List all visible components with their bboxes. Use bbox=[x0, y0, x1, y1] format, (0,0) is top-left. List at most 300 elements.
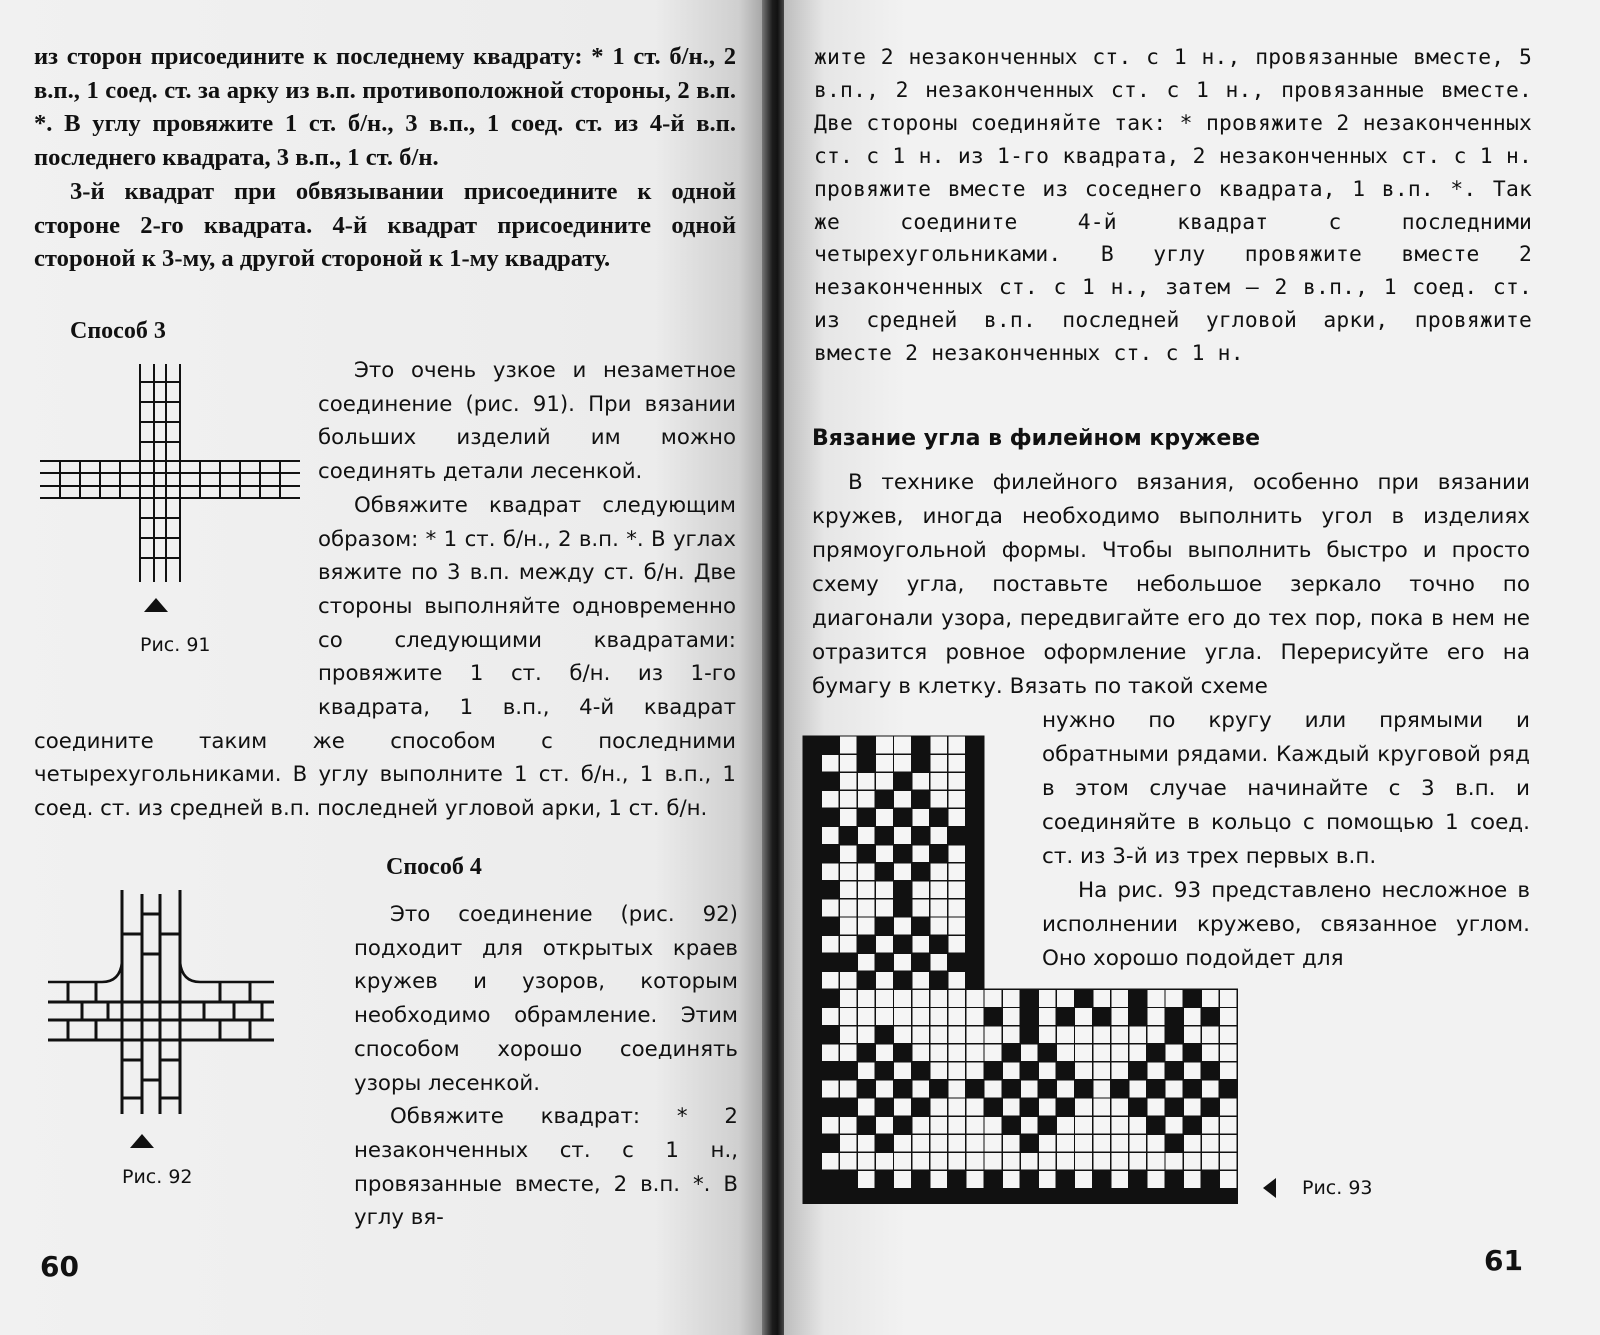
filet-cell bbox=[821, 1080, 839, 1098]
filet-cell bbox=[930, 736, 948, 754]
filet-cell bbox=[912, 736, 930, 754]
filet-cell bbox=[803, 754, 821, 772]
filet-cell bbox=[821, 772, 839, 790]
filet-cell bbox=[821, 1134, 839, 1152]
filet-cell bbox=[875, 736, 893, 754]
filet-cell bbox=[857, 989, 875, 1007]
filet-cell bbox=[894, 1170, 912, 1188]
filet-cell bbox=[839, 863, 857, 881]
filet-cell bbox=[1056, 1152, 1074, 1170]
filet-cell bbox=[1111, 1116, 1129, 1134]
filet-cell bbox=[857, 790, 875, 808]
filet-cell bbox=[930, 881, 948, 899]
filet-cell bbox=[821, 881, 839, 899]
filet-cell bbox=[1201, 1026, 1219, 1044]
method3-paragraph2: Обвяжите квадрат следующим образом: * 1 ст. б/н., 2 в.п. *. В углах вяжите по 3 в.п. между ст. б/н. Две стороны выполняйте одновременно со следующими квадратами: провяжите 1 ст. б/н. из 1-го квадрата, 1 в.п., 4-й квадрат соедините таким же способом с последними четырехугольниками. В углу выполните 1 ст. б/н., 1 в.п., 1 соед. ст. из средней в.п. последней угловой арки, 1 ст. б/н. bbox=[34, 492, 736, 822]
filet-cell bbox=[1219, 1008, 1237, 1026]
filet-cell bbox=[1183, 1098, 1201, 1116]
filet-cell bbox=[966, 1008, 984, 1026]
filet-cell bbox=[1201, 1098, 1219, 1116]
filet-cell bbox=[948, 754, 966, 772]
figure-91-float bbox=[34, 354, 318, 699]
filet-cell bbox=[857, 1134, 875, 1152]
filet-cell bbox=[1002, 1116, 1020, 1134]
filet-cell bbox=[912, 863, 930, 881]
filet-cell bbox=[1075, 1008, 1093, 1026]
filet-cell bbox=[821, 1044, 839, 1062]
filet-cell bbox=[966, 863, 984, 881]
filet-cell bbox=[1129, 1080, 1147, 1098]
filet-cell bbox=[839, 754, 857, 772]
filet-cell bbox=[1020, 1008, 1038, 1026]
filet-cell bbox=[912, 845, 930, 863]
filet-cell bbox=[1075, 989, 1093, 1007]
filet-cell bbox=[894, 1008, 912, 1026]
filet-cell bbox=[1219, 1189, 1237, 1205]
filet-cell bbox=[1020, 1026, 1038, 1044]
filet-cell bbox=[1147, 1008, 1165, 1026]
filet-cell bbox=[1111, 1044, 1129, 1062]
left-intro bbox=[34, 40, 736, 276]
filet-cell bbox=[948, 989, 966, 1007]
filet-cell bbox=[1129, 1062, 1147, 1080]
filet-cell bbox=[803, 935, 821, 953]
filet-cell bbox=[912, 917, 930, 935]
filet-cell bbox=[803, 899, 821, 917]
filet-cell bbox=[875, 1062, 893, 1080]
filet-cell bbox=[821, 953, 839, 971]
filet-cell bbox=[875, 1026, 893, 1044]
filet-cell bbox=[1201, 1134, 1219, 1152]
filet-cell bbox=[1183, 1134, 1201, 1152]
filet-cell bbox=[930, 1044, 948, 1062]
filet-cell bbox=[1056, 1026, 1074, 1044]
filet-cell bbox=[984, 1170, 1002, 1188]
filet-cell bbox=[1093, 989, 1111, 1007]
figure-91-caption: Рис. 91 bbox=[140, 634, 211, 656]
filet-cell bbox=[1219, 989, 1237, 1007]
filet-cell bbox=[966, 1170, 984, 1188]
filet-cell bbox=[875, 1044, 893, 1062]
filet-cell bbox=[875, 1170, 893, 1188]
filet-cell bbox=[1129, 1044, 1147, 1062]
filet-cell bbox=[839, 1062, 857, 1080]
filet-cell bbox=[839, 1026, 857, 1044]
filet-cell bbox=[930, 1116, 948, 1134]
filet-cell bbox=[912, 899, 930, 917]
filet-cell bbox=[875, 827, 893, 845]
filet-cell bbox=[1056, 1189, 1074, 1205]
filet-paragraph1-bottom: нужно по кругу или прямыми и обратными рядами. Каждый круговой ряд в этом случае начинайте с 3 в.п. и соединяйте в кольцо с помощью 1 соед. ст. из 3-й из трех первых в.п. bbox=[1042, 708, 1530, 869]
filet-cell bbox=[857, 808, 875, 826]
filet-cell bbox=[1165, 1062, 1183, 1080]
filet-cell bbox=[1056, 989, 1074, 1007]
filet-cell bbox=[803, 917, 821, 935]
filet-cell bbox=[821, 754, 839, 772]
filet-cell bbox=[857, 754, 875, 772]
filet-cell bbox=[912, 1098, 930, 1116]
filet-cell bbox=[894, 917, 912, 935]
filet-cell bbox=[966, 790, 984, 808]
filet-cell bbox=[912, 808, 930, 826]
filet-cell bbox=[930, 899, 948, 917]
filet-cell bbox=[1147, 989, 1165, 1007]
page-number-left: 60 bbox=[40, 1250, 79, 1283]
filet-cell bbox=[1201, 1170, 1219, 1188]
filet-cell bbox=[821, 736, 839, 754]
filet-cell bbox=[1147, 1116, 1165, 1134]
filet-cell bbox=[821, 1026, 839, 1044]
filet-cell bbox=[948, 881, 966, 899]
filet-cell bbox=[857, 736, 875, 754]
filet-cell bbox=[930, 1026, 948, 1044]
filet-cell bbox=[948, 736, 966, 754]
method3-paragraph1: Это очень узкое и незаметное соединение (рис. 91). При вязании больших изделий им можно соединять детали лесенкой. bbox=[318, 358, 736, 485]
filet-cell bbox=[875, 1008, 893, 1026]
filet-cell bbox=[875, 772, 893, 790]
filet-cell bbox=[857, 953, 875, 971]
filet-cell bbox=[1020, 1098, 1038, 1116]
filet-cell bbox=[821, 1008, 839, 1026]
filet-cell bbox=[1093, 1170, 1111, 1188]
filet-cell bbox=[1075, 1098, 1093, 1116]
filet-cell bbox=[1020, 1170, 1038, 1188]
filet-cell bbox=[1201, 1116, 1219, 1134]
filet-cell bbox=[984, 1116, 1002, 1134]
filet-cell bbox=[1111, 1189, 1129, 1205]
filet-cell bbox=[894, 845, 912, 863]
filet-cell bbox=[966, 772, 984, 790]
filet-cell bbox=[1056, 1044, 1074, 1062]
filet-cell bbox=[966, 1044, 984, 1062]
filet-cell bbox=[1111, 1152, 1129, 1170]
filet-cell bbox=[875, 790, 893, 808]
filet-cell bbox=[821, 917, 839, 935]
filet-cell bbox=[839, 881, 857, 899]
filet-cell bbox=[912, 1080, 930, 1098]
filet-cell bbox=[930, 863, 948, 881]
filet-cell bbox=[875, 808, 893, 826]
filet-cell bbox=[803, 971, 821, 989]
arrow-up-icon bbox=[130, 1134, 154, 1148]
filet-cell bbox=[894, 1189, 912, 1205]
filet-cell bbox=[1129, 1170, 1147, 1188]
filet-cell bbox=[839, 971, 857, 989]
filet-cell bbox=[803, 881, 821, 899]
filet-cell bbox=[857, 827, 875, 845]
filet-cell bbox=[894, 808, 912, 826]
filet-cell bbox=[1165, 1152, 1183, 1170]
filet-cell bbox=[894, 971, 912, 989]
filet-cell bbox=[1075, 1189, 1093, 1205]
filet-cell bbox=[1129, 1098, 1147, 1116]
filet-cell bbox=[875, 953, 893, 971]
filet-cell bbox=[966, 827, 984, 845]
filet-cell bbox=[1183, 1062, 1201, 1080]
filet-cell bbox=[894, 772, 912, 790]
filet-cell bbox=[1201, 1044, 1219, 1062]
filet-cell bbox=[1165, 1134, 1183, 1152]
filet-cell bbox=[948, 845, 966, 863]
filet-cell bbox=[948, 1116, 966, 1134]
filet-cell bbox=[1129, 1189, 1147, 1205]
filet-cell bbox=[803, 1152, 821, 1170]
filet-cell bbox=[1093, 1116, 1111, 1134]
filet-cell bbox=[984, 1008, 1002, 1026]
filet-cell bbox=[1038, 1116, 1056, 1134]
filet-cell bbox=[857, 1062, 875, 1080]
filet-cell bbox=[912, 1026, 930, 1044]
filet-cell bbox=[948, 971, 966, 989]
filet-cell bbox=[948, 1080, 966, 1098]
filet-cell bbox=[1038, 1189, 1056, 1205]
filet-cell bbox=[1002, 1026, 1020, 1044]
filet-cell bbox=[1056, 1098, 1074, 1116]
left-page bbox=[0, 0, 770, 1335]
filet-cell bbox=[821, 1098, 839, 1116]
filet-cell bbox=[930, 1189, 948, 1205]
filet-cell bbox=[1056, 1134, 1074, 1152]
filet-cell bbox=[1147, 1062, 1165, 1080]
filet-cell bbox=[1111, 1098, 1129, 1116]
filet-cell bbox=[1056, 1008, 1074, 1026]
filet-cell bbox=[930, 917, 948, 935]
filet-cell bbox=[857, 1008, 875, 1026]
filet-cell bbox=[1219, 1152, 1237, 1170]
filet-cell bbox=[894, 1134, 912, 1152]
filet-cell bbox=[1111, 1080, 1129, 1098]
filet-cell bbox=[821, 935, 839, 953]
filet-cell bbox=[1020, 1044, 1038, 1062]
filet-cell bbox=[930, 808, 948, 826]
filet-cell bbox=[875, 971, 893, 989]
filet-cell bbox=[1129, 989, 1147, 1007]
continuation-paragraph: жите 2 незаконченных ст. с 1 н., провязанные вместе, 5 в.п., 2 незаконченных ст. с 1 н., провязанные вместе. Две стороны соединяйте так: * провяжите 2 незаконченных ст. с 1 н. из 1-го квадрата, 2 незаконченных ст. с 1 н. провяжите вместе из соседнего квадрата, 1 в.п. *. Так же соедините 4-й квадрат с последними четырехугольниками. В углу провяжите вместе 2 незаконченных ст. с 1 н., затем — 2 в.п., 1 соед. ст. из средней в.п. последней угловой арки, провяжите вместе 2 незаконченных ст. с 1 н. bbox=[814, 45, 1532, 367]
filet-cell bbox=[966, 736, 984, 754]
filet-cell bbox=[803, 989, 821, 1007]
filet-cell bbox=[821, 1189, 839, 1205]
filet-cell bbox=[803, 845, 821, 863]
filet-cell bbox=[803, 1062, 821, 1080]
filet-cell bbox=[839, 827, 857, 845]
filet-cell bbox=[803, 1008, 821, 1026]
filet-cell bbox=[821, 971, 839, 989]
filet-cell bbox=[912, 772, 930, 790]
filet-cell bbox=[1201, 1152, 1219, 1170]
filet-cell bbox=[821, 845, 839, 863]
filet-cell bbox=[1093, 1152, 1111, 1170]
filet-cell bbox=[839, 935, 857, 953]
filet-cell bbox=[1056, 1116, 1074, 1134]
filet-cell bbox=[966, 1026, 984, 1044]
filet-cell bbox=[1165, 1189, 1183, 1205]
filet-cell bbox=[1183, 989, 1201, 1007]
filet-cell bbox=[966, 1189, 984, 1205]
filet-cell bbox=[1075, 1044, 1093, 1062]
filet-cell bbox=[912, 1134, 930, 1152]
filet-cell bbox=[912, 1044, 930, 1062]
filet-cell bbox=[948, 790, 966, 808]
filet-cell bbox=[1147, 1044, 1165, 1062]
filet-cell bbox=[1165, 1008, 1183, 1026]
filet-cell bbox=[1020, 1189, 1038, 1205]
filet-cell bbox=[948, 1134, 966, 1152]
filet-cell bbox=[857, 1152, 875, 1170]
filet-cell bbox=[984, 1044, 1002, 1062]
filet-cell bbox=[1183, 1170, 1201, 1188]
filet-cell bbox=[1038, 1152, 1056, 1170]
filet-cell bbox=[894, 1062, 912, 1080]
filet-cell bbox=[930, 1170, 948, 1188]
filet-cell bbox=[857, 863, 875, 881]
filet-cell bbox=[839, 1134, 857, 1152]
method4-text bbox=[354, 898, 738, 1235]
filet-cell bbox=[821, 1062, 839, 1080]
filet-cell bbox=[930, 790, 948, 808]
filet-cell bbox=[821, 899, 839, 917]
filet-cell bbox=[1056, 1170, 1074, 1188]
filet-cell bbox=[803, 1134, 821, 1152]
filet-cell bbox=[1129, 1152, 1147, 1170]
filet-cell bbox=[1165, 989, 1183, 1007]
filet-cell bbox=[803, 1026, 821, 1044]
filet-cell bbox=[1219, 1080, 1237, 1098]
method4-paragraph1: Это соединение (рис. 92) подходит для открытых краев кружев и узоров, которым необходимо обрамление. Этим способом хорошо соединять узоры лесенкой. bbox=[354, 902, 738, 1096]
filet-cell bbox=[1038, 1008, 1056, 1026]
filet-cell bbox=[1020, 989, 1038, 1007]
filet-cell bbox=[1020, 1080, 1038, 1098]
filet-cell bbox=[912, 953, 930, 971]
filet-cell bbox=[948, 899, 966, 917]
filet-cell bbox=[1038, 1062, 1056, 1080]
filet-cell bbox=[803, 790, 821, 808]
filet-cell bbox=[966, 808, 984, 826]
filet-cell bbox=[1147, 1134, 1165, 1152]
filet-cell bbox=[1201, 1189, 1219, 1205]
filet-cell bbox=[1020, 1116, 1038, 1134]
filet-cell bbox=[984, 1080, 1002, 1098]
filet-cell bbox=[1075, 1062, 1093, 1080]
filet-cell bbox=[839, 1008, 857, 1026]
filet-cell bbox=[894, 790, 912, 808]
filet-cell bbox=[912, 989, 930, 1007]
filet-cell bbox=[894, 1080, 912, 1098]
filet-cell bbox=[1165, 1080, 1183, 1098]
filet-cell bbox=[1147, 1080, 1165, 1098]
filet-cell bbox=[966, 845, 984, 863]
filet-cell bbox=[930, 1152, 948, 1170]
figure-92-cross bbox=[44, 886, 282, 1156]
filet-cell bbox=[948, 1008, 966, 1026]
filet-cell bbox=[839, 1044, 857, 1062]
filet-cell bbox=[803, 953, 821, 971]
filet-cell bbox=[803, 772, 821, 790]
filet-cell bbox=[1056, 1080, 1074, 1098]
filet-cell bbox=[1093, 1008, 1111, 1026]
filet-cell bbox=[966, 899, 984, 917]
filet-cell bbox=[966, 754, 984, 772]
filet-cell bbox=[857, 845, 875, 863]
filet-cell bbox=[966, 1134, 984, 1152]
filet-cell bbox=[1002, 1044, 1020, 1062]
filet-cell bbox=[1147, 1170, 1165, 1188]
filet-cell bbox=[966, 917, 984, 935]
figure-93-filet-chart bbox=[798, 732, 1248, 1204]
filet-cell bbox=[912, 971, 930, 989]
filet-cell bbox=[894, 1152, 912, 1170]
filet-cell bbox=[930, 1008, 948, 1026]
filet-cell bbox=[948, 1062, 966, 1080]
filet-cell bbox=[1002, 1098, 1020, 1116]
filet-cell bbox=[821, 1116, 839, 1134]
filet-cell bbox=[1165, 1116, 1183, 1134]
filet-cell bbox=[1038, 1170, 1056, 1188]
filet-cell bbox=[1183, 1152, 1201, 1170]
filet-cell bbox=[1165, 1026, 1183, 1044]
filet-cell bbox=[821, 790, 839, 808]
filet-cell bbox=[875, 863, 893, 881]
filet-cell bbox=[1093, 1080, 1111, 1098]
filet-cell bbox=[1111, 1062, 1129, 1080]
filet-cell bbox=[1093, 1044, 1111, 1062]
method4-paragraph2: Обвяжите квадрат: * 2 незаконченных ст. с 1 н., провязанные вместе, 2 в.п. *. В углу вя- bbox=[354, 1104, 738, 1231]
filet-cell bbox=[1183, 1189, 1201, 1205]
filet-cell bbox=[839, 790, 857, 808]
filet-cell bbox=[930, 1134, 948, 1152]
filet-cell bbox=[966, 1116, 984, 1134]
filet-cell bbox=[930, 772, 948, 790]
filet-cell bbox=[966, 881, 984, 899]
filet-cell bbox=[1093, 1062, 1111, 1080]
filet-cell bbox=[839, 953, 857, 971]
filet-cell bbox=[857, 1098, 875, 1116]
filet-cell bbox=[803, 1189, 821, 1205]
filet-cell bbox=[803, 1098, 821, 1116]
filet-cell bbox=[875, 1134, 893, 1152]
filet-cell bbox=[1165, 1170, 1183, 1188]
filet-cell bbox=[1183, 1044, 1201, 1062]
filet-cell bbox=[966, 989, 984, 1007]
filet-cell bbox=[894, 863, 912, 881]
filet-cell bbox=[912, 1008, 930, 1026]
filet-cell bbox=[1201, 1008, 1219, 1026]
filet-cell bbox=[1183, 1008, 1201, 1026]
filet-cell bbox=[821, 808, 839, 826]
filet-cell bbox=[930, 827, 948, 845]
figure-92-caption: Рис. 92 bbox=[122, 1166, 193, 1188]
filet-cell bbox=[857, 917, 875, 935]
filet-cell bbox=[839, 1152, 857, 1170]
filet-cell bbox=[912, 881, 930, 899]
filet-cell bbox=[1219, 1026, 1237, 1044]
filet-cell bbox=[1002, 1170, 1020, 1188]
filet-cell bbox=[1129, 1134, 1147, 1152]
filet-cell bbox=[1129, 1026, 1147, 1044]
filet-cell bbox=[875, 845, 893, 863]
filet-cell bbox=[894, 827, 912, 845]
filet-cell bbox=[948, 1098, 966, 1116]
filet-cell bbox=[984, 1152, 1002, 1170]
intro-paragraph: из сторон присоедините к последнему квадрату: * 1 ст. б/н., 2 в.п., 1 соед. ст. за арку из в.п. противоположной стороны, 2 в.п. *. В углу провяжите 1 ст. б/н., 3 в.п., 1 соед. ст. из 4-й в.п. последнего квадрата, 3 в.п., 1 ст. б/н. bbox=[34, 43, 736, 172]
filet-cell bbox=[1093, 1134, 1111, 1152]
filet-cell bbox=[803, 1044, 821, 1062]
filet-cell bbox=[948, 1026, 966, 1044]
filet-cell bbox=[948, 953, 966, 971]
filet-cell bbox=[839, 899, 857, 917]
filet-cell bbox=[984, 1062, 1002, 1080]
filet-cell bbox=[839, 989, 857, 1007]
filet-cell bbox=[1093, 1026, 1111, 1044]
